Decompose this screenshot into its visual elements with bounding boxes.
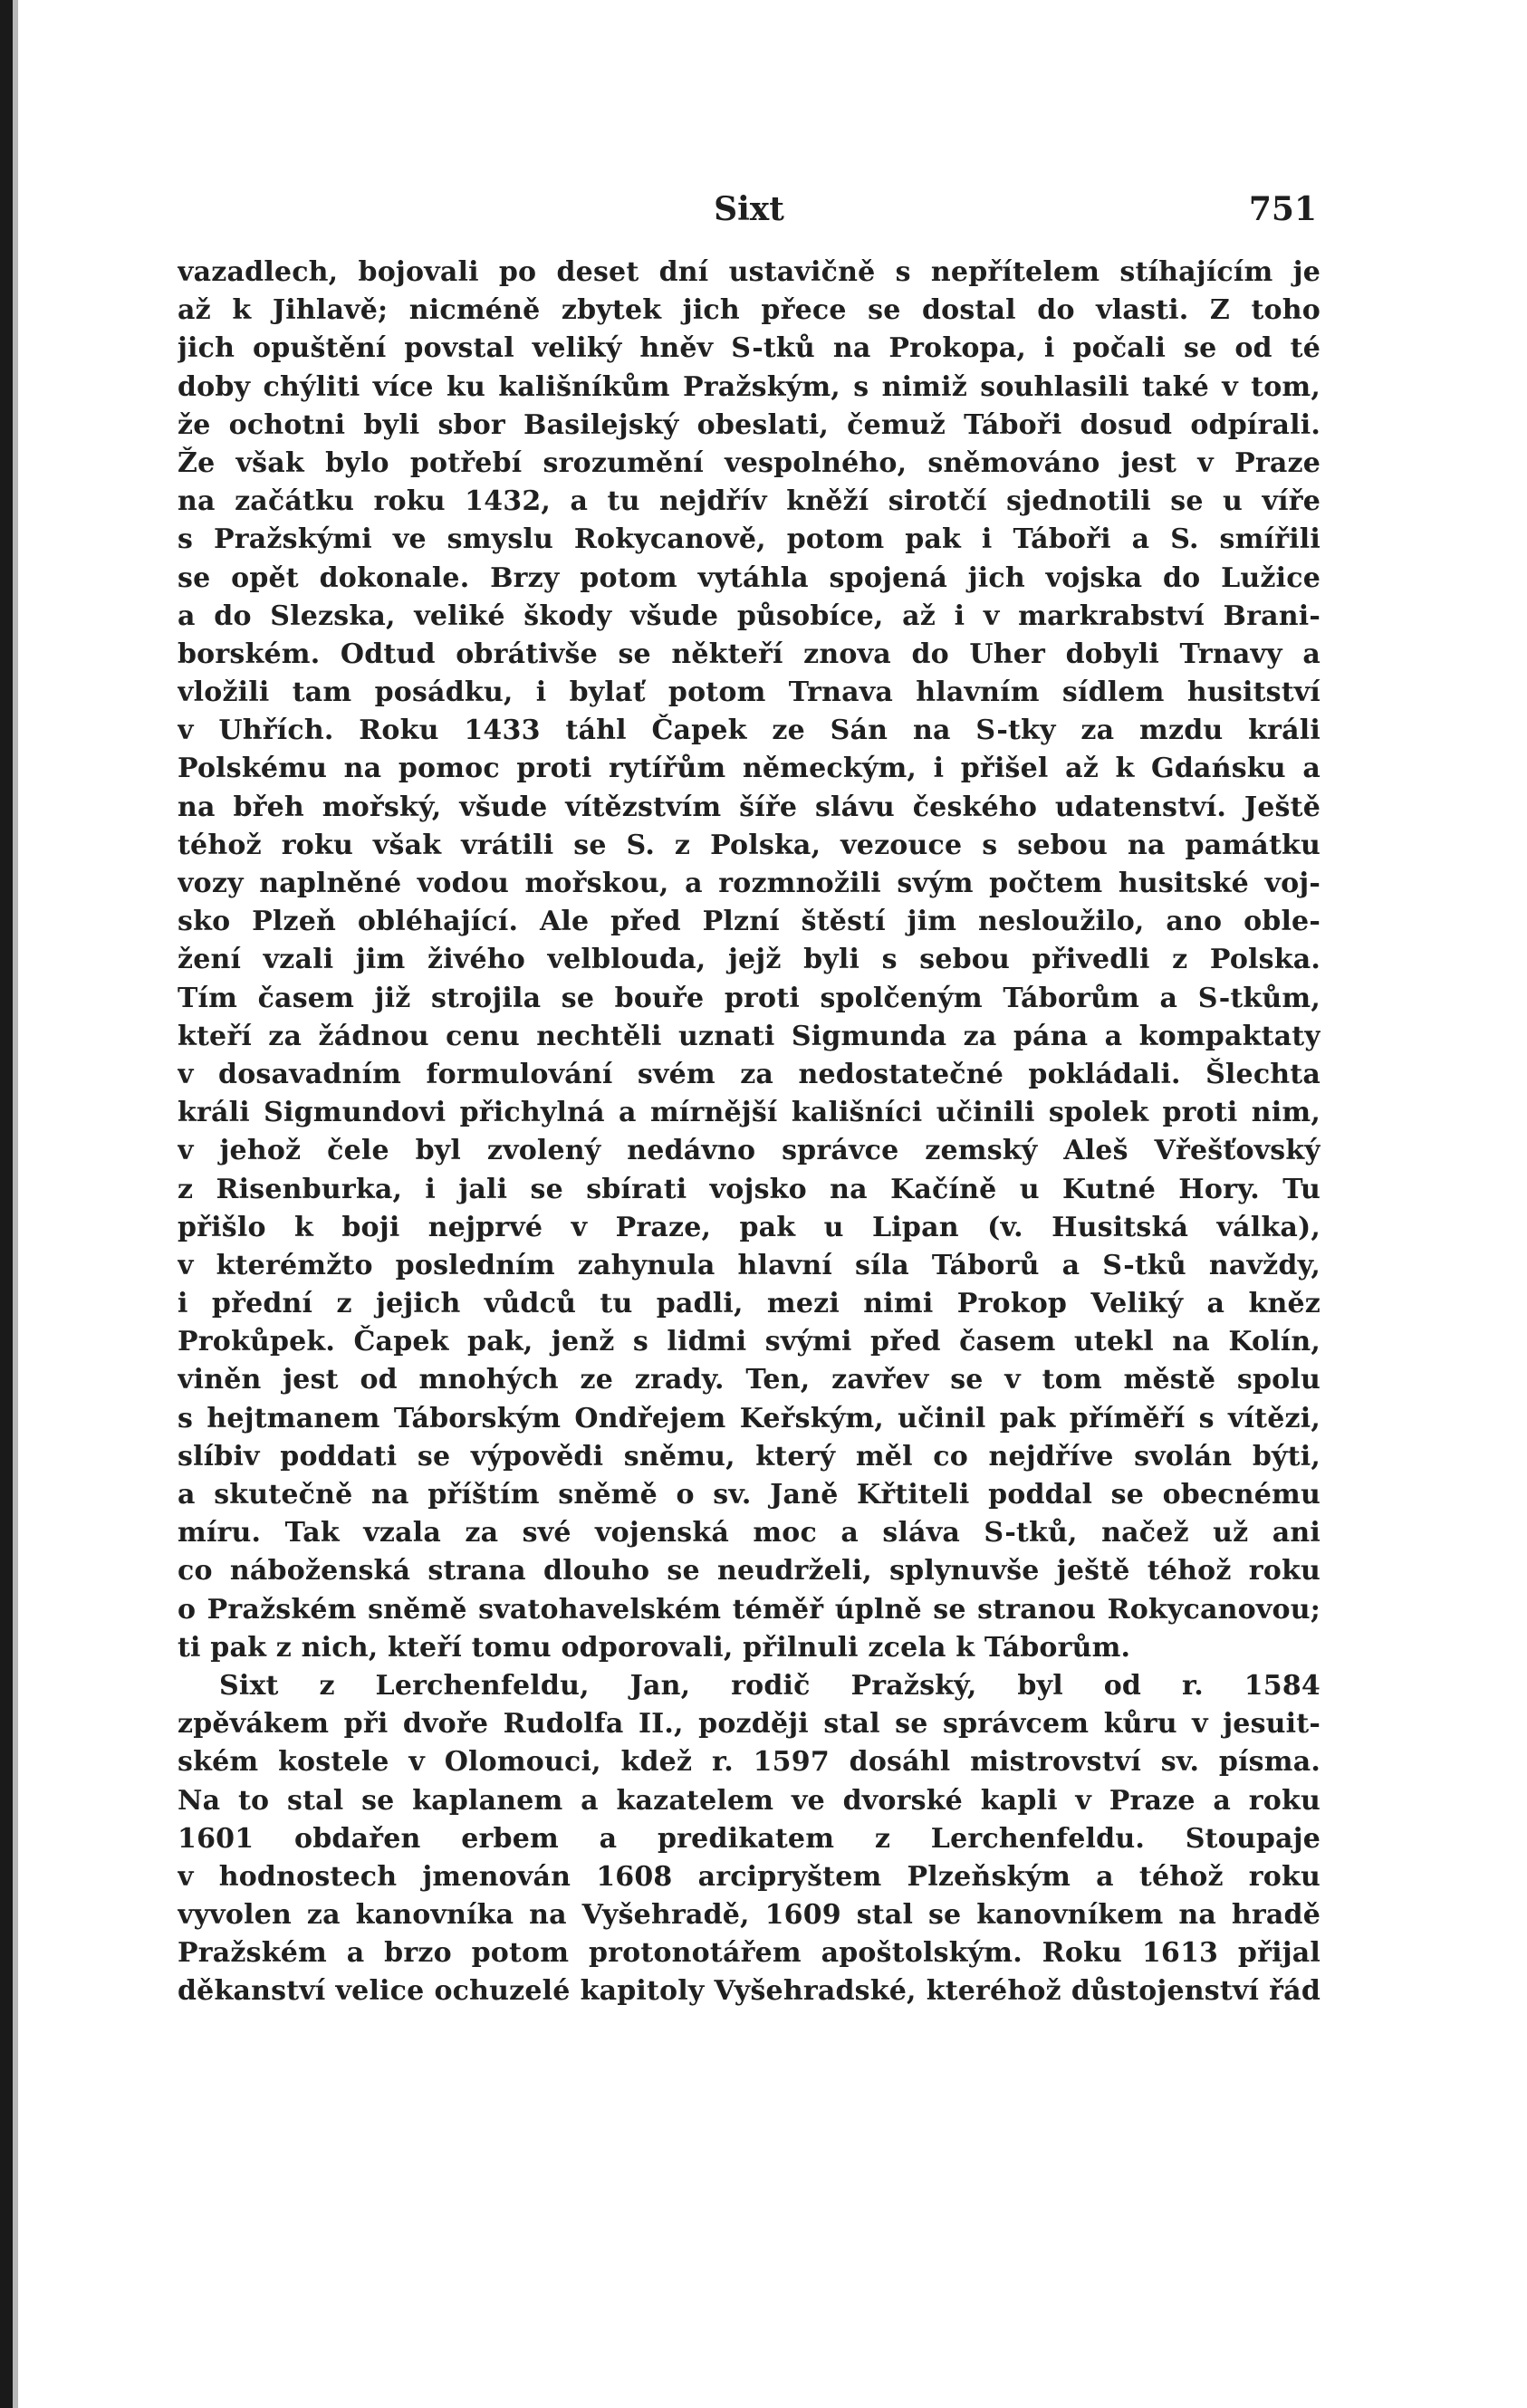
text-line: vložili tam posádku, i bylať potom Trnava hlavním sídlem husitství: [178, 676, 1321, 709]
text-line: v dosavadním formulování svém za nedostatečné pokládali. Šlechta: [178, 1058, 1321, 1090]
text-line: s Pražskými ve smyslu Rokycanově, potom pak i Táboři a S. smířili: [178, 523, 1321, 556]
page-body: [178, 190, 1321, 2049]
text-line: Prokůpek. Čapek pak, jenž s lidmi svými před časem utekl na Kolín,: [178, 1326, 1321, 1358]
text-line: přišlo k boji nejprvé v Praze, pak u Lipan (v. Husitská válka),: [178, 1211, 1321, 1243]
text-line: z Risenburka, i jali se sbírati vojsko na Kačíně u Kutné Hory. Tu: [178, 1173, 1321, 1205]
text-line: vyvolen za kanovníka na Vyšehradě, 1609 stal se kanovníkem na hradě: [178, 1899, 1321, 1932]
text-line: borském. Odtud obrátivše se někteří znova do Uher dobyli Trnavy a: [178, 638, 1321, 670]
text-line: doby chýliti více ku kališníkům Pražským, s nimiž souhlasili také v tom,: [178, 370, 1321, 403]
entry-heading-line: Sixt z Lerchenfeldu, Jan, rodič Pražský, byl od r. 1584: [219, 1669, 1321, 1702]
text-line: žení vzali jim živého velblouda, jejž byli s sebou přivedli z Polska.: [178, 944, 1321, 976]
text-line: s hejtmanem Táborským Ondřejem Keřským, učinil pak příměří s vítězi,: [178, 1402, 1321, 1434]
paragraph-end-line: ti pak z nich, kteří tomu odporovali, přilnuli zcela k Táborům.: [178, 1631, 1131, 1664]
text-line: Pražském a brzo potom protonotářem apoštolským. Roku 1613 přijal: [178, 1937, 1321, 1970]
book-edge-shadow: [0, 0, 13, 2408]
text-line: 1601 obdařen erbem a predikatem z Lerchenfeldu. Stoupaje: [178, 1822, 1321, 1855]
page-number: 751: [1248, 190, 1317, 228]
text-line: ském kostele v Olomouci, kdež r. 1597 dosáhl mistrovství sv. písma.: [178, 1746, 1321, 1779]
text-line: v hodnostech jmenován 1608 arcipryštem Plzeňským a téhož roku: [178, 1860, 1321, 1893]
page-header: [178, 190, 1321, 254]
text-line: viněn jest od mnohých ze zrady. Ten, zavřev se v tom městě spolu: [178, 1364, 1321, 1396]
text-line: téhož roku však vrátili se S. z Polska, vezouce s sebou na památku: [178, 829, 1321, 861]
text-line: děkanství velice ochuzelé kapitoly Vyšehradské, kteréhož důstojenství řád: [178, 1975, 1321, 2008]
text-line: zpěvákem při dvoře Rudolfa II., později stal se správcem kůru v jesuit-: [178, 1708, 1321, 1741]
text-line: i přední z jejich vůdců tu padli, mezi nimi Prokop Veliký a kněz: [178, 1288, 1321, 1320]
text-line: Na to stal se kaplanem a kazatelem ve dvorské kapli v Praze a roku: [178, 1784, 1321, 1817]
text-line: v Uhřích. Roku 1433 táhl Čapek ze Sán na S-tky za mzdu králi: [178, 715, 1321, 747]
text-line: králi Sigmundovi přichylná a mírnější kališníci učinili spolek proti nim,: [178, 1097, 1321, 1129]
text-line: o Pražském sněmě svatohavelském téměř úplně se stranou Rokycanovou;: [178, 1593, 1321, 1626]
text-line: v kterémžto posledním zahynula hlavní síla Táborů a S-tků navždy,: [178, 1249, 1321, 1281]
text-line: [178, 2011, 1321, 2049]
text-line: Že však bylo potřebí srozumění vespolného, sněmováno jest v Praze: [178, 446, 1321, 479]
text-line: se opět dokonale. Brzy potom vytáhla spojená jich vojska do Lužice: [178, 561, 1321, 594]
text-line: co náboženská strana dlouho se neudrželi, splynuvše ještě téhož roku: [178, 1555, 1321, 1588]
book-edge-gradient: [13, 0, 18, 2408]
text-line: Polskému na pomoc proti rytířům německým, i přišel až k Gdańsku a: [178, 753, 1321, 785]
text-line: že ochotni byli sbor Basilejský obeslati, čemuž Táboři dosud odpírali.: [178, 408, 1321, 441]
text-line: na břeh mořský, všude vítězstvím šíře slávu českého udatenství. Ještě: [178, 791, 1321, 823]
text-line: vazadlech, bojovali po deset dní ustavičně s nepřítelem stíhajícím je: [178, 256, 1321, 288]
text-line: a do Slezska, veliké škody všude působíce, až i v markrabství Brani-: [178, 600, 1321, 632]
text-line: kteří za žádnou cenu nechtěli uznati Sigmunda za pána a kompaktaty: [178, 1020, 1321, 1052]
text-block: [178, 254, 1321, 2049]
text-line: až k Jihlavě; nicméně zbytek jich přece se dostal do vlasti. Z toho: [178, 294, 1321, 327]
text-line: míru. Tak vzala za své vojenská moc a sláva S-tků, načež už ani: [178, 1517, 1321, 1549]
running-head: Sixt: [714, 190, 784, 228]
text-line: slíbiv poddati se výpovědi sněmu, který měl co nejdříve svolán býti,: [178, 1440, 1321, 1473]
text-line: a skutečně na příštím sněmě o sv. Janě Křtiteli poddal se obecnému: [178, 1479, 1321, 1511]
text-line: sko Plzeň obléhající. Ale před Plzní štěstí jim nesloužilo, ano oble-: [178, 906, 1321, 938]
text-line: Tím časem již strojila se bouře proti spolčeným Táborům a S-tkům,: [178, 982, 1321, 1014]
text-line: jich opuštění povstal veliký hněv S-tků na Prokopa, i počali se od té: [178, 332, 1321, 365]
text-line: na začátku roku 1432, a tu nejdřív kněží sirotčí sjednotili se u víře: [178, 485, 1321, 518]
text-line: vozy naplněné vodou mořskou, a rozmnožili svým počtem husitské voj-: [178, 868, 1321, 899]
text-line: v jehož čele byl zvolený nedávno správce zemský Aleš Vřešťovský: [178, 1135, 1321, 1167]
